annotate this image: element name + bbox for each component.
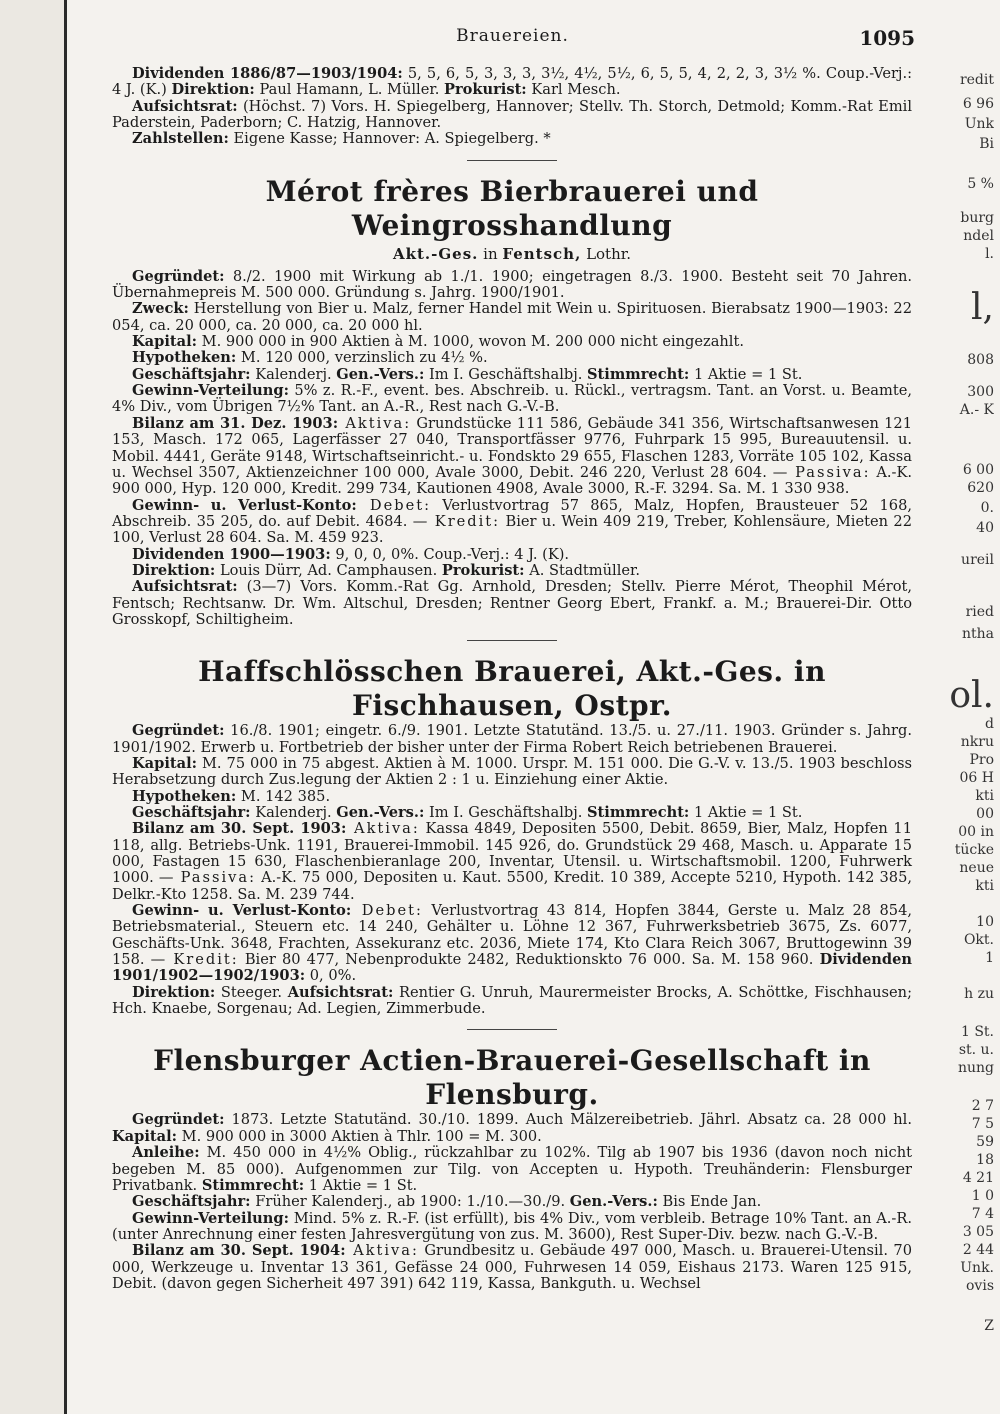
margin-fragment: 10 xyxy=(976,914,994,930)
field-label: Gen.-Vers.: xyxy=(569,1193,658,1211)
field-text: 16./8. 1901; eingetr. 6./9. 1901. Letzte Statutänd. 13./5. u. 27./11. 1903. Gründer s. Jahrg. 1901/1902. Erwerb u. Fortbetrieb der bisher unter der Firma Robert Reich betriebenen Brauerei. xyxy=(112,722,912,756)
entry-paragraph xyxy=(112,1112,912,1145)
margin-fragment: A.- K xyxy=(959,402,994,418)
field-text: 5, 5, 6, 5, 3, 3, 3, 3½, 4½, 5½, 6, 5, 5, 4, 2, 2, 3, 3½ %. xyxy=(402,65,821,82)
margin-fragment: 2 44 xyxy=(962,1242,994,1258)
field-text: M. 75 000 in 75 abgest. Aktien à M. 1000. Urspr. M. 151 000. Die G.-V. v. 13./5. 1903 beschloss Herabsetzung durch Zus.legung der Aktien 2 : 1 u. Einziehung einer Aktie. xyxy=(112,754,912,789)
field-label: Prokurist: xyxy=(444,81,527,99)
field-label: Kapital: xyxy=(132,333,198,351)
field-label: Stimmrecht: xyxy=(587,365,690,383)
margin-fragment: 1 0 xyxy=(971,1188,994,1204)
margin-fragment: Z xyxy=(984,1318,994,1334)
margin-fragment: kti xyxy=(975,788,994,804)
field-text: Bier 80 477, Nebenprodukte 2482, Reduktionskto 76 000. Sa. M. 158 960. xyxy=(238,951,820,969)
field-label: Stimmrecht: xyxy=(201,1176,305,1194)
field-text: Mind. 5% z. R.-F. (ist erfüllt), bis 4% Div., vom verbleib. Betrage 10% Tant. an A.-R. (unter Anrechnung einer festen Jahresvergütung von zus. M. 3600), Rest Super-Div. bezw. nach G.-V.-B. xyxy=(112,1209,912,1243)
entry-paragraph xyxy=(112,99,912,132)
margin-fragment: 40 xyxy=(976,520,994,536)
margin-fragment: burg xyxy=(960,210,994,226)
field-text: Im I. Geschäftshalbj. xyxy=(424,804,588,821)
field-label: Hypotheken: xyxy=(132,349,237,367)
margin-fragment: 00 in xyxy=(958,824,994,840)
field-label: Gewinn- u. Verlust-Konto: xyxy=(132,902,352,920)
margin-fragment: redit xyxy=(959,72,994,88)
page-content xyxy=(112,66,912,1292)
field-label: Aufsichtsrat: xyxy=(287,983,394,1001)
entry-paragraph xyxy=(112,1243,912,1292)
margin-fragment: ntha xyxy=(961,626,994,642)
field-text: Grundbesitz u. Gebäude 497 000, Masch. u. Brauerei-Utensil. 70 000, Werkzeuge u. Inventar 13 361, Gefässe 24 000, Fuhrwesen 14 059, Eishaus 2173. Waren 125 915, Debit. (davon gegen Sicherheit 497 391) 642 119, Kassa, Bankguth. u. Wechsel xyxy=(112,1242,913,1292)
margin-fragment: 06 H xyxy=(959,770,994,786)
field-text: Im I. Geschäftshalbj. xyxy=(424,365,588,383)
margin-fragment: 3 05 xyxy=(962,1224,994,1240)
field-text: 1873. Letzte Statutänd. 30./10. 1899. Auch Mälzereibetrieb. Jährl. Absatz ca. 28 000 hl. xyxy=(224,1111,912,1129)
field-text: 1 Aktie = 1 St. xyxy=(689,804,803,821)
field-label: Prokurist: xyxy=(441,561,525,579)
field-label: Kapital: xyxy=(132,754,198,772)
field-label: Bilanz am 31. Dez. 1903: xyxy=(132,414,339,432)
entry-paragraph xyxy=(112,1145,912,1194)
margin-fragment: 620 xyxy=(967,480,994,496)
company-form: Akt.-Ges. xyxy=(392,244,479,263)
field-sublabel: Passiva: xyxy=(787,463,871,481)
margin-fragment: kti xyxy=(975,878,994,894)
field-text: Coup.-Verj.: 4 J. (K.) xyxy=(112,65,913,99)
margin-fragment: Bi xyxy=(979,136,994,152)
margin-fragment: st. u. xyxy=(958,1042,994,1058)
field-text: (Höchst. 7) Vors. H. Spiegelberg, Hannover; Stellv. Th. Storch, Detmold; Komm.-Rat Emil Paderstein, Paderborn; C. Hatzig, Hannover. xyxy=(112,97,912,132)
margin-fragment: 18 xyxy=(976,1152,994,1168)
field-label: Gewinn- u. Verlust-Konto: xyxy=(132,496,357,514)
field-sublabel: Kredit: xyxy=(427,512,501,530)
field-sublabel: Aktiva: xyxy=(345,1242,419,1260)
margin-fragment: 7 5 xyxy=(971,1116,994,1132)
page-title: Brauereien. xyxy=(456,26,569,46)
company-title: Mérot frères Bierbrauerei und Weingrosshandlung xyxy=(265,174,759,242)
margin-fragment: nung xyxy=(957,1060,994,1076)
field-label: Gen.-Vers.: xyxy=(336,365,425,383)
field-label: Dividenden 1901/1902—1902/1903: xyxy=(112,951,912,985)
field-text: M. 120 000, verzinslich zu 4½ %. xyxy=(236,349,488,367)
entry-paragraph xyxy=(112,301,912,334)
margin-fragment: 808 xyxy=(967,352,994,368)
field-text: 0, 0%. xyxy=(305,967,357,985)
page-number: 1095 xyxy=(859,26,915,50)
field-label: Geschäftsjahr: xyxy=(132,804,251,821)
entry-paragraph xyxy=(112,367,912,383)
field-text: 9, 0, 0, 0%. Coup.-Verj.: 4 J. (K). xyxy=(330,545,570,563)
margin-fragment: Pro xyxy=(969,752,994,768)
margin-fragment: 300 xyxy=(967,384,994,400)
field-label: Bilanz am 30. Sept. 1904: xyxy=(132,1242,346,1260)
field-sublabel: Aktiva: xyxy=(338,414,412,432)
left-margin-strip xyxy=(0,0,67,1414)
field-label: Kapital: xyxy=(112,1127,178,1145)
field-text: Verlustvortrag 43 814, Hopfen 3844, Gerste u. Malz 28 854, Betriebsmaterial., Steuern etc. 14 240, Gehälter u. Löhne 12 367, Fuhrwerksbetrieb 3675, Zs. 6077, Geschäfts-Unk. 3648, Frachten, Assekuranz etc. 2036, Miete 174, Kto Clara Reich 3067, Bruttogewinn 39 158. — xyxy=(112,902,912,969)
margin-fragment: Unk. xyxy=(960,1260,994,1276)
margin-fragment: 1 St. xyxy=(960,1024,994,1040)
entry-paragraph xyxy=(112,547,912,563)
field-sublabel: Debet: xyxy=(356,496,432,514)
field-label: Zahlstellen: xyxy=(132,130,229,148)
margin-fragment: 59 xyxy=(976,1134,994,1150)
entry-paragraph xyxy=(112,1194,912,1210)
field-text: A. Stadtmüller. xyxy=(524,561,641,579)
field-text: Eigene Kasse; Hannover: A. Spiegelberg. * xyxy=(228,130,551,148)
field-sublabel: Debet: xyxy=(351,902,423,920)
field-label: Aufsichtsrat: xyxy=(132,97,238,115)
margin-fragment: ried xyxy=(965,604,994,620)
field-text: Kalenderj. xyxy=(250,365,337,383)
page-header xyxy=(110,26,915,54)
field-text: M. 900 000 in 900 Aktien à M. 1000, wovon M. 200 000 nicht eingezahlt. xyxy=(197,333,744,351)
margin-fragment: 7 4 xyxy=(971,1206,994,1222)
field-text: Früher Kalenderj., ab 1900: 1./10.—30./9. xyxy=(250,1193,570,1211)
entry-paragraph xyxy=(112,269,912,302)
entry-paragraph xyxy=(112,131,912,147)
subtitle-text: Lothr. xyxy=(581,244,632,263)
field-label: Geschäftsjahr: xyxy=(132,365,251,383)
field-text: (3—7) Vors. Komm.-Rat Gg. Arnhold, Dresden; Stellv. Pierre Mérot, Theophil Mérot, Fentsch; Rechtsanw. Dr. Wm. Altschul, Dresden; Rentner Georg Ebert, Frankf. a. M.; Brauerei-Dir. Otto Grosskopf, Schiltigheim. xyxy=(112,578,912,628)
margin-fragment: ureil xyxy=(961,552,994,568)
margin-fragment: Unk xyxy=(964,116,994,132)
margin-fragment: 4 21 xyxy=(962,1170,994,1186)
field-label: Bilanz am 30. Sept. 1903: xyxy=(132,820,347,838)
margin-fragment: 1 xyxy=(985,950,994,966)
field-text: Karl Mesch. xyxy=(526,81,621,99)
field-label: Anleihe: xyxy=(132,1144,200,1162)
entry-paragraph xyxy=(112,821,912,903)
margin-fragment: 0. xyxy=(980,500,994,516)
field-text: M. 142 385. xyxy=(236,787,331,805)
company-subtitle xyxy=(112,245,912,263)
field-label: Hypotheken: xyxy=(132,787,237,805)
field-text: M. 450 000 in 4½% Oblig., rückzahlbar zu 102%. Tilg ab 1907 bis 1936 (davon noch nicht begeben M. 85 000). Aufgenommen zur Tilg. von Accepten u. Hypoth. Treuhänderin: Flensburger Privatbank. xyxy=(112,1144,912,1194)
entry-paragraph xyxy=(112,985,912,1018)
margin-fragment: nkru xyxy=(960,734,994,750)
field-text: 1 Aktie = 1 St. xyxy=(304,1176,418,1194)
company-title: Flensburger Actien-Brauerei-Gesellschaft in Flensburg. xyxy=(153,1044,871,1112)
field-label: Gewinn-Verteilung: xyxy=(132,1209,289,1227)
field-sublabel: Kredit: xyxy=(165,951,239,969)
field-label: Gegründet: xyxy=(132,1111,225,1129)
field-text: Herstellung von Bier u. Malz, ferner Handel mit Wein u. Spirituosen. Bierabsatz 1900—1903: 22 054, ca. 20 000, ca. 20 000, ca. 20 000 hl. xyxy=(112,300,912,334)
field-label: Direktion: xyxy=(132,561,216,579)
entry-paragraph xyxy=(112,789,912,805)
entry-paragraph xyxy=(112,66,912,99)
field-text: Bis Ende Jan. xyxy=(657,1193,762,1211)
entry-paragraph xyxy=(112,579,912,628)
field-label: Aufsichtsrat: xyxy=(132,578,238,596)
entry-paragraph xyxy=(112,723,912,756)
entry-paragraph xyxy=(112,498,912,547)
field-label: Gen.-Vers.: xyxy=(336,804,425,821)
entry-paragraph xyxy=(112,903,912,985)
company-title: Haffschlösschen Brauerei, Akt.-Ges. in Fischhausen, Ostpr. xyxy=(198,655,826,723)
field-label: Dividenden 1886/87—1903/1904: xyxy=(132,65,403,82)
margin-fragment: 6 96 xyxy=(962,96,994,112)
field-text: Louis Dürr, Ad. Camphausen. xyxy=(215,561,442,579)
company-city: Fentsch, xyxy=(502,244,582,263)
field-text: Paul Hamann, L. Müller. xyxy=(254,81,440,99)
field-text: Rentier G. Unruh, Maurermeister Brocks, A. Schöttke, Fischhausen; Hch. Knaebe, Sorgenau; Ad. Legien, Zimmerbude. xyxy=(112,983,912,1018)
field-text: Kalenderj. xyxy=(250,804,337,821)
entry-paragraph xyxy=(112,416,912,498)
margin-fragment: ol. xyxy=(949,676,994,716)
margin-fragment: h zu xyxy=(964,986,994,1002)
margin-fragment: d xyxy=(985,716,994,732)
entry-paragraph xyxy=(112,1211,912,1244)
entry-paragraph xyxy=(112,756,912,789)
entry-paragraph xyxy=(112,350,912,366)
field-text: Kassa 4849, Depositen 5500, Debit. 8659, Bier, Malz, Hopfen 11 118, allg. Betriebs-Unk. 1191, Brauerei-Immobil. 145 926, do. Grundstück 29 468, Masch. u. Apparate 15 000, Fastagen 15 630, Flaschenbieranlage 200, Inventar, Utensil. u. Wirtschaftsmobil. 1200, Fuhrwerk 1000. — xyxy=(112,820,913,887)
field-label: Stimmrecht: xyxy=(587,804,690,821)
margin-fragment: 5 % xyxy=(967,176,994,192)
margin-fragment: 00 xyxy=(976,806,994,822)
field-text: 1 Aktie = 1 St. xyxy=(689,365,803,383)
margin-fragment: 2 7 xyxy=(971,1098,994,1114)
margin-fragment: neue xyxy=(959,860,994,876)
entry-paragraph xyxy=(112,563,912,579)
field-label: Direktion: xyxy=(132,983,216,1001)
field-label: Gewinn-Verteilung: xyxy=(132,382,289,400)
field-sublabel: Aktiva: xyxy=(346,820,420,838)
field-label: Gegründet: xyxy=(132,267,225,285)
field-label: Direktion: xyxy=(171,81,255,99)
field-sublabel: Passiva: xyxy=(173,869,256,887)
margin-fragment: Okt. xyxy=(963,932,994,948)
margin-fragment: tücke xyxy=(954,842,994,858)
field-text: Grundstücke 111 586, Gebäude 341 356, Wirtschaftsanwesen 121 153, Masch. 172 065, Lagerfässer 27 040, Transportfässer 9776, Fuhrpark 15 995, Bureauutensil. u. Mobil. 4441, Geräte 9148, Wirtschaftseinricht.- u. Fondskto 29 655, Flaschen 1283, Vorräte 105 102, Kassa u. Wechsel 3507, Aktienzeichner 100 000, Avale 3000, Debit. 246 220, Verlust 28 604. — xyxy=(112,414,912,481)
field-label: Dividenden 1900—1903: xyxy=(132,545,331,563)
margin-fragment: ndel xyxy=(963,228,994,244)
section-divider xyxy=(467,640,557,641)
subtitle-text: in xyxy=(478,244,503,263)
margin-fragment: l. xyxy=(985,246,994,262)
section-divider xyxy=(467,1029,557,1030)
field-text: M. 900 000 in 3000 Aktien à Thlr. 100 = M. 300. xyxy=(177,1127,542,1145)
margin-fragment: l, xyxy=(971,288,994,328)
field-text: A.-K. 75 000, Depositen u. Kaut. 5500, Kredit. 10 389, Accepte 5210, Hypoth. 142 385, Delkr.-Kto 1258. Sa. M. 239 744. xyxy=(112,869,912,903)
field-text: 5% z. R.-F., event. bes. Abschreib. u. Rückl., vertragsm. Tant. an Vorst. u. Beamte, 4% Div., vom Übrigen 7½% Tant. an A.-R., Rest nach G.-V.-B. xyxy=(112,382,912,416)
field-label: Zweck: xyxy=(132,300,189,318)
field-text: Bier u. Wein 409 219, Treber, Kohlensäure, Mieten 22 100, Verlust 28 604. Sa. M. 459 923. xyxy=(112,512,912,547)
field-label: Geschäftsjahr: xyxy=(132,1193,251,1211)
field-text: Steeger. xyxy=(215,983,288,1001)
section-divider xyxy=(467,160,557,161)
field-text: A.-K. 900 000, Hyp. 120 000, Kredit. 299 734, Kautionen 4908, Avale 3000, R.-F. 3294. Sa. M. 1 330 938. xyxy=(112,463,913,498)
field-label: Gegründet: xyxy=(132,722,225,740)
field-text: 8./2. 1900 mit Wirkung ab 1./1. 1900; eingetragen 8./3. 1900. Besteht seit 70 Jahren. Übernahmepreis M. 500 000. Gründung s. Jahrg. 1900/1901. xyxy=(112,267,912,302)
entry-paragraph xyxy=(112,805,912,821)
margin-fragment: 6 00 xyxy=(962,462,994,478)
margin-fragment: ovis xyxy=(966,1278,994,1294)
entry-paragraph xyxy=(112,334,912,350)
entry-paragraph xyxy=(112,383,912,416)
field-text: Verlustvortrag 57 865, Malz, Hopfen, Brausteuer 52 168, Abschreib. 35 205, do. auf Debit. 4684. — xyxy=(112,496,913,530)
